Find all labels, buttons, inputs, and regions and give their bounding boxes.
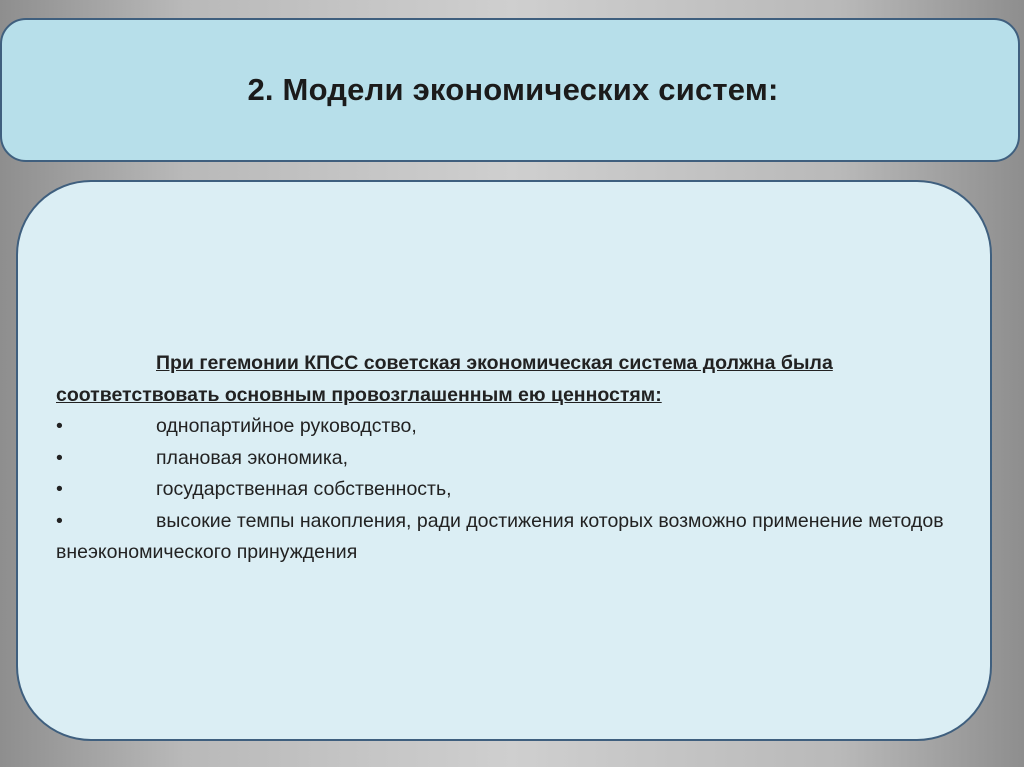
bullet-icon: • (56, 446, 63, 469)
list-item (56, 411, 956, 443)
list-item (56, 443, 956, 475)
bullet-icon: • (56, 415, 63, 437)
list-item-text: высокие темпы накопления, ради достижения которых возможно применение методов внеэкономического принуждения (56, 509, 944, 563)
content-text (56, 348, 956, 569)
bullet-icon: • (56, 478, 63, 500)
intro-text: При гегемонии КПСС советская экономическая система должна была соответствовать основным провозглашенным ею ценностям: (56, 352, 833, 406)
slide-title: 2. Модели экономических систем: (247, 72, 779, 107)
list-item-text: однопартийное руководство, (156, 415, 417, 437)
list-item (56, 474, 956, 506)
bullet-icon: • (56, 509, 63, 532)
title-panel (0, 18, 1020, 162)
list-item-text: государственная собственность, (156, 478, 452, 500)
intro-paragraph (56, 348, 956, 411)
list-item-text: плановая экономика, (156, 446, 349, 469)
value-list (56, 411, 956, 569)
list-item (56, 506, 956, 569)
